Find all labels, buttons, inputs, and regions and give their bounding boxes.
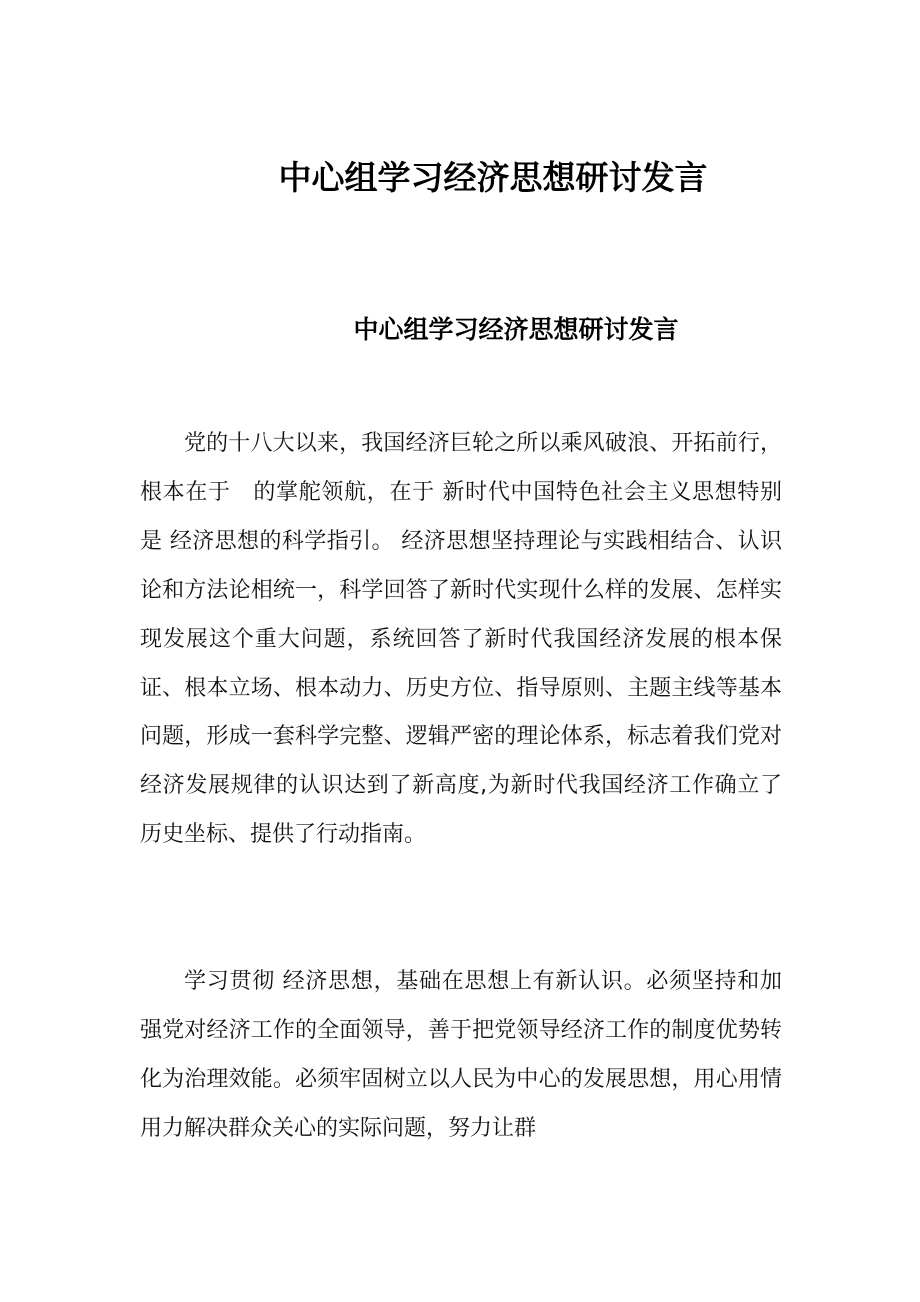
body-paragraph: 党的十八大以来，我国经济巨轮之所以乘风破浪、开拓前行，根本在于 的掌舵领航，在于 新时代中国特色社会主义思想特别是 经济思想的科学指引。 经济思想坚持理论与实践相结合、认识论和方法论相统一，科学回答了新时代实现什么样的发展、怎样实现发展这个重大问题，系统回答了新时代我国经济发展的根本保证、根本立场、根本动力、历史方位、指导原则、主题主线等基本问题，形成一套科学完整、逻辑严密的理论体系，标志着我们党对经济发展规律的认识达到了新高度,为新时代我国经济工作确立了历史坐标、提供了行动指南。	[140, 431, 782, 848]
document-title: 中心组学习经济思想研讨发言	[278, 158, 708, 197]
document-subtitle: 中心组学习经济思想研讨发言	[353, 315, 679, 344]
body-paragraph: 学习贯彻 经济思想，基础在思想上有新认识。必须坚持和加强党对经济工作的全面领导，善于把党领导经济工作的制度优势转化为治理效能。必须牢固树立以人民为中心的发展思想，用心用情用力解决群众关心的实际问题，努力让群	[140, 969, 782, 1141]
